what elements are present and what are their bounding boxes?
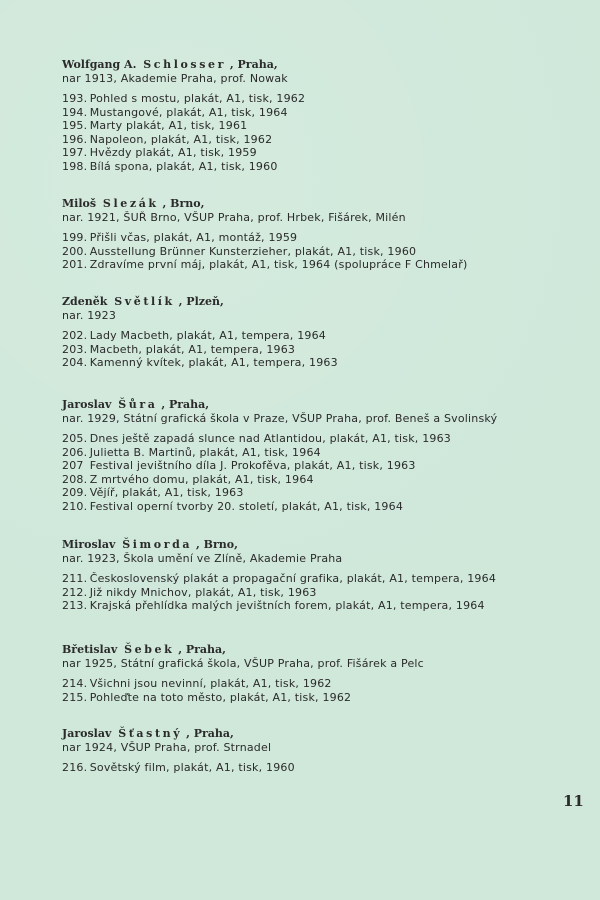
work-title: Pohled s mostu, plakát, A1, tisk, 1962 (89, 92, 306, 105)
work-title: Hvězdy plakát, A1, tisk, 1959 (89, 146, 257, 159)
artist-entry (62, 398, 497, 513)
artist-bio: nar 1913, Akademie Praha, prof. Nowak (62, 72, 288, 85)
work-item (62, 146, 305, 160)
work-item (62, 486, 497, 500)
work-item (62, 106, 305, 120)
work-number: 197. (62, 146, 88, 159)
work-item (62, 572, 496, 586)
artist-name (62, 538, 496, 552)
artist-city: , Praha, (161, 398, 210, 411)
work-item (62, 160, 305, 174)
work-title: Přišli včas, plakát, A1, montáž, 1959 (89, 231, 298, 244)
work-item (62, 343, 338, 357)
artist-surname: Šůra (118, 398, 158, 411)
works-list (62, 231, 467, 272)
artist-name (62, 643, 424, 657)
artist-first-name: Břetislav (62, 643, 118, 656)
work-number: 198. (62, 159, 88, 173)
work-item (62, 761, 295, 775)
artist-entry (62, 58, 305, 173)
work-item (62, 356, 338, 370)
artist-name (62, 295, 338, 309)
artist-entry (62, 727, 295, 775)
artist-first-name: Miloš (62, 197, 97, 210)
work-title: Bílá spona, plakát, A1, tisk, 1960 (89, 159, 278, 173)
work-title: Vějíř, plakát, A1, tisk, 1963 (89, 486, 244, 499)
work-title: Zdravíme první máj, plakát, A1, tisk, 1964 (spolupráce F Chmelař) (89, 258, 468, 271)
artist-surname: Šebek (124, 643, 175, 656)
work-item (62, 133, 305, 147)
work-title: Napoleon, plakát, A1, tisk, 1962 (89, 132, 273, 146)
work-title: Z mrtvého domu, plakát, A1, tisk, 1964 (89, 472, 314, 486)
artist-entry (62, 295, 338, 370)
artist-first-name: Jaroslav (62, 727, 112, 740)
artist-entry (62, 538, 496, 613)
work-number: 196. (62, 132, 88, 146)
work-title: Pohleďte na toto město, plakát, A1, tisk, 1962 (89, 690, 352, 704)
artist-surname: Světlík (114, 295, 175, 308)
work-title: Festival jevištního díla J. Prokofěva, plakát, A1, tisk, 1963 (89, 459, 416, 472)
work-number: 215. (62, 690, 88, 704)
work-title: Marty plakát, A1, tisk, 1961 (89, 119, 248, 132)
work-title: Již nikdy Mnichov, plakát, A1, tisk, 1963 (89, 585, 317, 599)
works-list (62, 432, 497, 513)
artist-surname: Šťastný (118, 727, 183, 740)
artist-surname: Schlosser (143, 58, 226, 71)
work-title: Krajská přehlídka malých jevištních forem, plakát, A1, tempera, 1964 (89, 599, 485, 612)
work-title: Macbeth, plakát, A1, tempera, 1963 (89, 342, 296, 356)
work-item (62, 446, 497, 460)
artist-city: , Praha, (229, 58, 278, 71)
works-list (62, 329, 338, 370)
work-number: 216. (62, 761, 88, 774)
artist-first-name: Miroslav (62, 538, 116, 551)
work-item (62, 92, 305, 106)
artist-city: , Praha, (178, 643, 227, 656)
work-number: 205. (62, 432, 88, 445)
works-list (62, 572, 496, 613)
artist-bio: nar. 1923, Škola umění ve Zlíně, Akademie Praha (62, 552, 343, 565)
work-item (62, 459, 497, 473)
work-title: Ausstellung Brünner Kunsterzieher, plakát, A1, tisk, 1960 (89, 244, 417, 258)
work-title: Všichni jsou nevinní, plakát, A1, tisk, 1962 (89, 677, 332, 690)
work-number: 201. (62, 258, 88, 271)
artist-name (62, 398, 497, 412)
work-number: 209. (62, 486, 88, 499)
work-number: 206. (62, 445, 88, 459)
artist-city: , Brno, (196, 538, 238, 551)
artist-surname: Šimorda (122, 538, 193, 551)
work-item (62, 599, 496, 613)
artist-bio: nar. 1929, Státní grafická škola v Praze, VŠUP Praha, prof. Beneš a Svolinský (62, 412, 498, 425)
artist-bio: nar. 1921, ŠUŘ Brno, VŠUP Praha, prof. Hrbek, Fišárek, Milén (62, 211, 406, 224)
artist-city: , Plzeň, (178, 295, 224, 308)
work-number: 193. (62, 92, 88, 105)
artist-surname: Slezák (102, 197, 159, 210)
work-title: Festival operní tvorby 20. století, plakát, A1, tisk, 1964 (89, 499, 404, 513)
artist-entry (62, 197, 467, 272)
work-item (62, 691, 424, 705)
work-item (62, 329, 338, 343)
work-number: 213. (62, 599, 88, 612)
work-number: 207 (62, 459, 84, 472)
work-number: 211. (62, 572, 88, 585)
work-title: Sovětský film, plakát, A1, tisk, 1960 (89, 761, 295, 774)
work-title: Kamenný kvítek, plakát, A1, tempera, 1963 (89, 356, 338, 369)
work-item (62, 473, 497, 487)
artist-city: , Praha, (186, 727, 234, 740)
artist-name (62, 197, 467, 211)
artist-entry (62, 643, 424, 704)
work-number: 195. (62, 119, 88, 132)
work-number: 199. (62, 231, 88, 244)
artist-name (62, 727, 295, 741)
work-title: Československý plakát a propagační grafika, plakát, A1, tempera, 1964 (89, 572, 497, 585)
artist-bio: nar 1924, VŠUP Praha, prof. Strnadel (62, 741, 272, 754)
work-item (62, 258, 467, 272)
work-number: 204. (62, 356, 88, 369)
work-number: 210. (62, 499, 88, 513)
work-number: 214. (62, 677, 88, 690)
work-item (62, 245, 467, 259)
artist-first-name: Jaroslav (62, 398, 112, 411)
artist-city: , Brno, (162, 197, 205, 210)
artist-bio: nar. 1923 (62, 309, 117, 322)
works-list (62, 761, 295, 775)
artist-name (62, 58, 305, 72)
works-list (62, 677, 424, 704)
work-number: 203. (62, 342, 88, 356)
artist-first-name: Zdeněk (62, 295, 108, 308)
work-number: 208. (62, 472, 88, 486)
work-item (62, 586, 496, 600)
work-title: Lady Macbeth, plakát, A1, tempera, 1964 (89, 329, 326, 342)
artist-first-name: Wolfgang A. (62, 58, 137, 71)
work-title: Dnes ještě zapadá slunce nad Atlantidou, plakát, A1, tisk, 1963 (89, 432, 451, 445)
work-number: 194. (62, 105, 88, 119)
work-item (62, 432, 497, 446)
works-list (62, 92, 305, 173)
work-item (62, 677, 424, 691)
work-number: 200. (62, 244, 88, 258)
work-title: Julietta B. Martinů, plakát, A1, tisk, 1964 (89, 445, 321, 459)
work-title: Mustangové, plakát, A1, tisk, 1964 (89, 105, 288, 119)
work-number: 212. (62, 585, 88, 599)
page-number: 11 (563, 792, 584, 810)
work-item (62, 119, 305, 133)
work-number: 202. (62, 329, 88, 342)
work-item (62, 231, 467, 245)
work-item (62, 500, 497, 514)
artist-bio: nar 1925, Státní grafická škola, VŠUP Praha, prof. Fišárek a Pelc (62, 657, 424, 670)
